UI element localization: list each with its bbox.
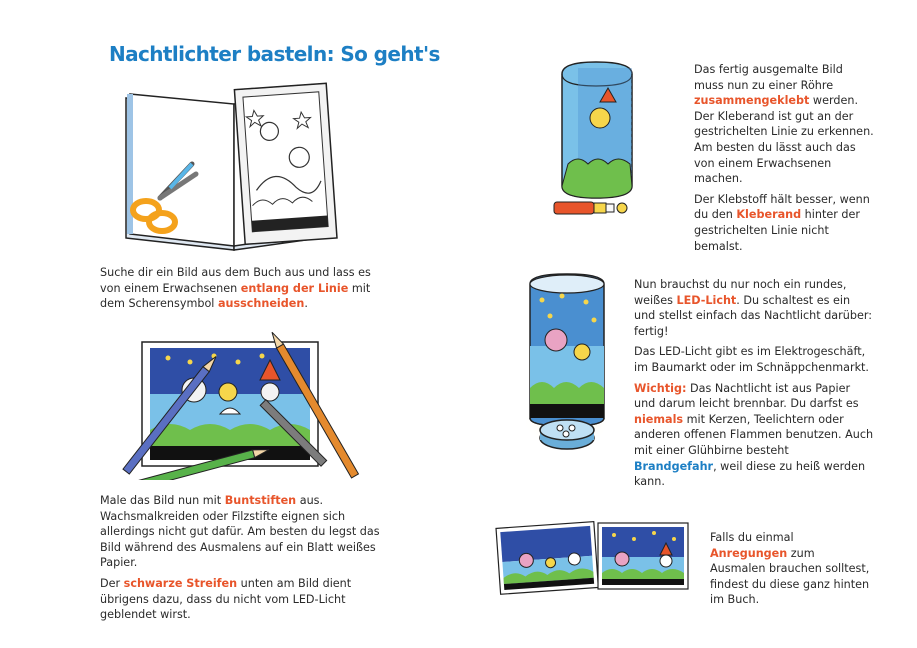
glue-stick-icon (554, 202, 627, 214)
lantern-illustration (522, 270, 612, 460)
step1-text-2: mit dem Scherensymbol (100, 281, 371, 311)
tube-icon (562, 62, 632, 198)
sample-pictures-icon (496, 522, 688, 595)
step4-highlight-1: LED-Licht (676, 293, 737, 307)
step2-text-4: unten am Bild dient übrigens dazu, dass du nicht vom LED-Licht geblendet wirst. (100, 576, 352, 622)
step1-text-3: . (304, 297, 308, 311)
sample-pictures-illustration (494, 515, 694, 595)
step4-text-1: Nun brauchst du nur noch ein rundes, weißes (634, 278, 847, 307)
step1-text (100, 265, 382, 317)
step4-text-5: mit Kerzen, Teelichtern oder anderen offenen Flammen benutzen. Auch mit einer Glühbirne besteht (634, 412, 874, 457)
step3-text (694, 62, 874, 259)
step5-text-2: zum Ausmalen brauchen solltest, findest du diese ganz hinten im Buch. (710, 546, 870, 607)
step1-highlight-2: ausschneiden (217, 297, 305, 311)
led-light-icon (540, 420, 594, 449)
step4-text-3: Das LED-Licht gibt es im Elektrogeschäft, im Baumarkt oder im Schnäppchenmarkt. (634, 345, 869, 374)
coloring-illustration (110, 318, 360, 480)
step4-text-2: . Du schaltest es ein und stellst einfach das Nachtlicht darüber: fertig! (634, 293, 872, 338)
step5-highlight-1: Anregungen (710, 546, 788, 560)
step4-highlight-3: niemals (634, 412, 684, 426)
step3-text-1: Das fertig ausgemalte Bild muss nun zu einer Röhre (694, 63, 843, 92)
step2-text-3: Der (100, 576, 124, 590)
step4-text (634, 277, 874, 495)
step2-highlight-1: Buntstiften (224, 494, 297, 507)
book-icon (126, 83, 337, 250)
book-illustration (100, 78, 360, 258)
step1-highlight-1: entlang der Linie (240, 281, 349, 295)
tube-illustration (548, 58, 648, 223)
step5-text-1: Falls du einmal (710, 531, 794, 544)
title-tail: So geht's (340, 42, 440, 66)
step3-text-3: Der Klebstoff hält besser, wenn du den (694, 192, 870, 222)
step3-highlight-1: zusammengeklebt (694, 94, 810, 108)
step4-highlight-2: Wichtig: (634, 381, 687, 395)
step1-text-1: Suche dir ein Bild aus dem Buch aus und lass es von einem Erwachsenen (100, 266, 371, 295)
title-lead: Nachtlichter basteln: (109, 42, 334, 66)
step4-text-4: Das Nachtlicht ist aus Papier und darum leicht brennbar. Du darfst es (634, 381, 859, 411)
step3-text-4: hinter der gestrichelten Linie nicht bemalst. (694, 208, 860, 253)
step3-text-2: werden. Der Kleberand ist gut an der gestrichelten Linie zu erkennen. Am besten du lässt auch das von einem Erwachsenen machen. (694, 94, 874, 186)
step5-text (710, 530, 870, 613)
step4-text-6: , weil diese zu heiß werden kann. (634, 459, 866, 489)
step3-highlight-2: Kleberand (736, 208, 802, 222)
step4-warning-highlight: Brandgefahr (634, 459, 714, 473)
lantern-icon (530, 274, 604, 426)
step2-text (100, 493, 382, 628)
step2-text-2: aus. Wachsmalkreiden oder Filzstifte eignen sich allerdings nicht gut dafür. Am besten du legst das Bild während des Ausmalens auf ein Blatt weißes Papier. (100, 494, 380, 570)
step2-text-1: Male das Bild nun mit (100, 494, 225, 507)
page-title (109, 42, 440, 66)
step2-highlight-2: schwarze Streifen (123, 576, 238, 590)
